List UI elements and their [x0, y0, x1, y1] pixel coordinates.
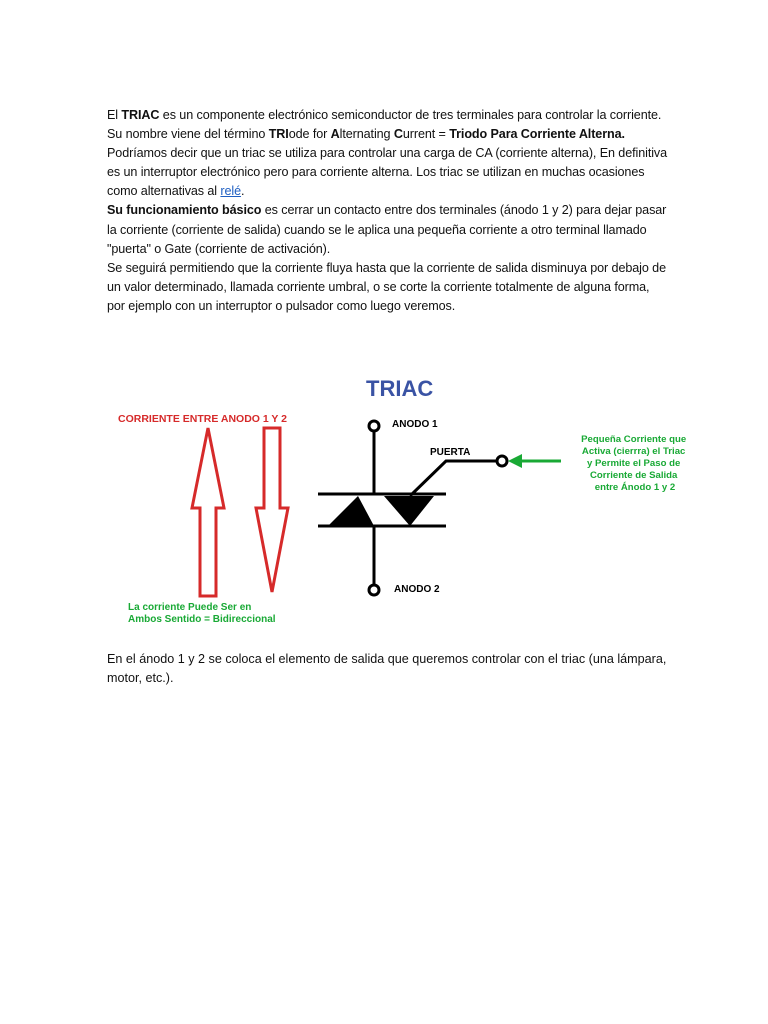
text-bold: Su funcionamiento básico [107, 203, 262, 218]
term-triac: TRIAC [121, 108, 160, 122]
gate-terminal [497, 456, 507, 466]
text-bold: C [393, 127, 403, 142]
text: ode for [288, 127, 331, 142]
anode2-label: ANODO 2 [394, 584, 440, 595]
text: urrent = [402, 127, 450, 142]
triac-diode-up [328, 496, 374, 526]
gate-lead [410, 461, 496, 496]
gate-note: Pequeña Corriente que Activa (cierrra) el Triac y Permite el Paso de Corriente de Salida entre Ánodo 1 y 2 [581, 434, 687, 493]
text-bold: A [330, 127, 340, 142]
arrow-up-icon [192, 428, 224, 596]
anode2-terminal [369, 585, 379, 595]
text: El [107, 108, 122, 122]
paragraph-threshold: Se seguirá permitiendo que la corriente fluya hasta que la corriente de salida disminuya por debajo de un valor determinado, llamada corriente umbral, o se corte la corriente totalmente de alguna forma, por ejemplo con un interruptor o pulsador como luego veremos. [107, 260, 666, 313]
gate-label: PUERTA [430, 447, 471, 458]
text: Podríamos decir que un triac se utiliza para controlar una carga de CA (corriente alterna), En definitiva es un interruptor electrónico pero para corriente alterna. Los triac se utilizan en muchas ocasiones como alternativas al [107, 146, 668, 199]
text-bold: Triodo Para Corriente Alterna. [449, 127, 625, 142]
arrow-down-icon [256, 428, 288, 592]
bidirectional-note: La corriente Puede Ser en Ambos Sentido = Bidireccional [128, 602, 276, 625]
closing-text [107, 650, 667, 688]
anode1-terminal [369, 421, 379, 431]
paragraph-intro [107, 106, 667, 144]
triac-diagram [112, 370, 732, 630]
paragraph-usage [107, 144, 667, 201]
paragraph-function [107, 201, 667, 258]
triac-diode-down [384, 496, 434, 526]
anode1-label: ANODO 1 [392, 419, 438, 430]
article-text [107, 106, 667, 316]
rele-link[interactable]: relé [220, 184, 242, 199]
text: es cerrar un contacto entre dos terminales (ánodo 1 y 2) para dejar pasar la corriente (corriente de salida) cuando se le aplica una pequeña corriente a otro terminal llamado "puerta" o Gate (corriente de activación). [107, 203, 667, 256]
text-bold: TRI [268, 127, 289, 142]
text: es un componente electrónico semiconductor de tres terminales para controlar la corriente. Su nombre viene del término [107, 108, 662, 142]
diagram-title: TRIAC [366, 376, 434, 401]
text: lternating [339, 127, 394, 142]
text: . [241, 184, 245, 199]
paragraph-output: En el ánodo 1 y 2 se coloca el elemento de salida que queremos controlar con el triac (una lámpara, motor, etc.). [107, 652, 667, 686]
gate-signal-arrowhead [508, 454, 522, 468]
current-caption: CORRIENTE ENTRE ANODO 1 Y 2 [118, 413, 288, 425]
